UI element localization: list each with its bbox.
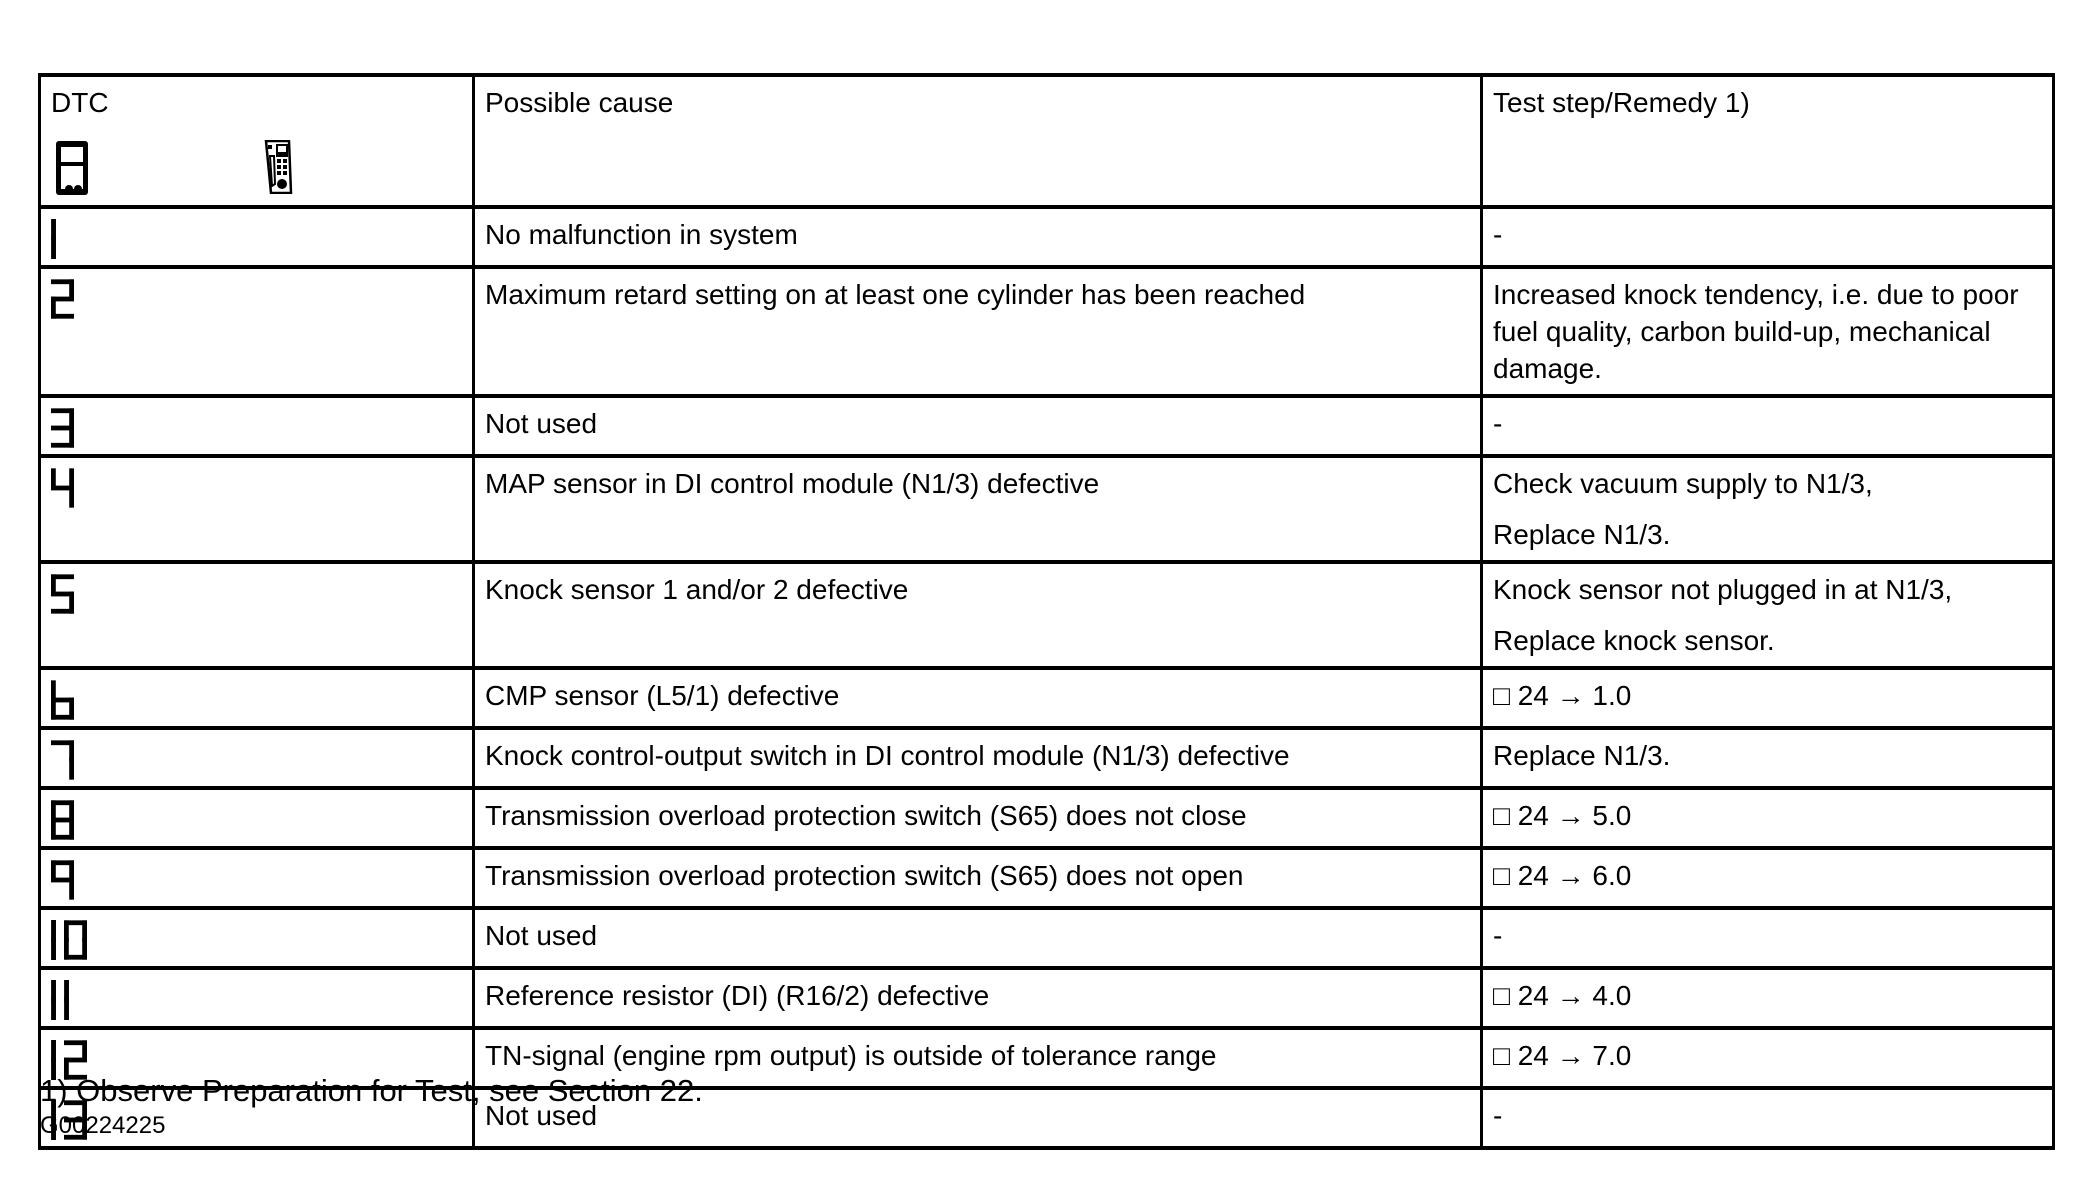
impulse-counter-icon: [55, 140, 89, 196]
cause-cell: [474, 848, 1482, 908]
dtc-cell: [40, 788, 474, 848]
remedy-line: □ 24 → 1.0: [1493, 679, 1632, 711]
table-row: [40, 207, 2054, 267]
cause-cell: [474, 968, 1482, 1028]
table-row: [40, 668, 2054, 728]
table-row: [40, 456, 2054, 562]
dtc-cell: [40, 207, 474, 267]
remedy-cell: [1482, 562, 2054, 668]
dtc-table: [38, 73, 2055, 1150]
cause-text: TN-signal (engine rpm output) is outside of tolerance range: [485, 1039, 1217, 1071]
remedy-line: □ 24 → 4.0: [1493, 979, 1632, 1011]
remedy-line: □ 24 → 7.0: [1493, 1039, 1632, 1071]
cause-text: MAP sensor in DI control module (N1/3) defective: [485, 467, 1100, 499]
cause-text: No malfunction in system: [485, 219, 798, 250]
remedy-line: Knock sensor not plugged in at N1/3,: [1493, 573, 1953, 605]
cause-cell: [474, 562, 1482, 668]
cause-cell: [474, 396, 1482, 456]
remedy-cell: [1482, 788, 2054, 848]
remedy-line: Replace knock sensor.: [1493, 624, 1775, 656]
remedy-cell: [1482, 848, 2054, 908]
remedy-cell: [1482, 728, 2054, 788]
table-row: [40, 788, 2054, 848]
cause-text: Not used: [485, 1099, 598, 1131]
dtc-cell: [40, 968, 474, 1028]
cause-cell: [474, 728, 1482, 788]
dtc-cell: [40, 562, 474, 668]
remedy-line: -: [1493, 407, 1503, 439]
table-row: [40, 728, 2054, 788]
dtc-cell: [40, 396, 474, 456]
cause-text: Reference resistor (DI) (R16/2) defective: [485, 979, 990, 1011]
remedy-line: Replace N1/3.: [1493, 739, 1671, 771]
figure-code: G00224225: [40, 1112, 166, 1139]
remedy-cell: [1482, 207, 2054, 267]
column-header-dtc: DTC: [51, 87, 109, 118]
cause-cell: [474, 668, 1482, 728]
header-cell-remedy: [1482, 75, 2054, 207]
dtc-code: [51, 798, 460, 840]
remedy-cell: [1482, 908, 2054, 968]
dtc-code: [51, 406, 460, 448]
cause-cell: [474, 908, 1482, 968]
remedy-cell: [1482, 267, 2054, 396]
dtc-cell: [40, 848, 474, 908]
table-row: [40, 562, 2054, 668]
table-row: [40, 396, 2054, 456]
cause-text: Not used: [485, 919, 598, 951]
header-icons: [55, 140, 460, 196]
cause-cell: [474, 456, 1482, 562]
dtc-cell: [40, 267, 474, 396]
remedy-line: □ 24 → 6.0: [1493, 859, 1632, 891]
cause-text: Transmission overload protection switch (S65) does not open: [485, 859, 1244, 891]
remedy-line: Replace N1/3.: [1493, 518, 1671, 550]
remedy-line: □ 24 → 5.0: [1493, 799, 1632, 831]
table-row: [40, 848, 2054, 908]
header-cell-cause: [474, 75, 1482, 207]
cause-cell: [474, 267, 1482, 396]
cause-text: Maximum retard setting on at least one cylinder has been reached: [485, 279, 1306, 310]
dtc-cell: [40, 908, 474, 968]
cause-cell: [474, 207, 1482, 267]
dtc-code: [51, 918, 460, 960]
remedy-line: -: [1493, 919, 1503, 951]
remedy-cell: [1482, 1088, 2054, 1148]
hand-held-tester-icon: [261, 140, 293, 194]
header-row: [40, 75, 2054, 207]
column-header-cause: Possible cause: [485, 87, 674, 118]
dtc-cell: [40, 456, 474, 562]
cause-text: Knock control-output switch in DI control module (N1/3) defective: [485, 739, 1290, 771]
table-row: [40, 267, 2054, 396]
remedy-line: Increased knock tendency, i.e. due to poor fuel quality, carbon build-up, mechanical damage.: [1493, 279, 2019, 384]
dtc-code: [51, 466, 460, 508]
remedy-line: -: [1493, 219, 1503, 250]
remedy-cell: [1482, 968, 2054, 1028]
dtc-cell: [40, 668, 474, 728]
column-header-remedy: Test step/Remedy 1): [1493, 87, 1750, 118]
cause-text: Knock sensor 1 and/or 2 defective: [485, 573, 909, 605]
header-cell-dtc: [40, 75, 474, 207]
table-row: [40, 968, 2054, 1028]
cause-cell: [474, 788, 1482, 848]
dtc-code: [51, 738, 460, 780]
remedy-cell: [1482, 396, 2054, 456]
dtc-code: [51, 858, 460, 900]
cause-text: Not used: [485, 407, 598, 439]
remedy-line: -: [1493, 1099, 1503, 1131]
remedy-cell: [1482, 456, 2054, 562]
dtc-cell: [40, 728, 474, 788]
remedy-line: Check vacuum supply to N1/3,: [1493, 467, 1873, 499]
footnote: 1) Observe Preparation for Test, see Section 22.: [40, 1073, 703, 1108]
dtc-code: [51, 678, 460, 720]
remedy-cell: [1482, 1028, 2054, 1088]
dtc-code: [51, 217, 460, 259]
remedy-cell: [1482, 668, 2054, 728]
dtc-code: [51, 978, 460, 1020]
cause-text: Transmission overload protection switch (S65) does not close: [485, 799, 1247, 831]
table-row: [40, 908, 2054, 968]
dtc-code: [51, 277, 460, 319]
cause-text: CMP sensor (L5/1) defective: [485, 679, 840, 711]
dtc-code: [51, 572, 460, 614]
